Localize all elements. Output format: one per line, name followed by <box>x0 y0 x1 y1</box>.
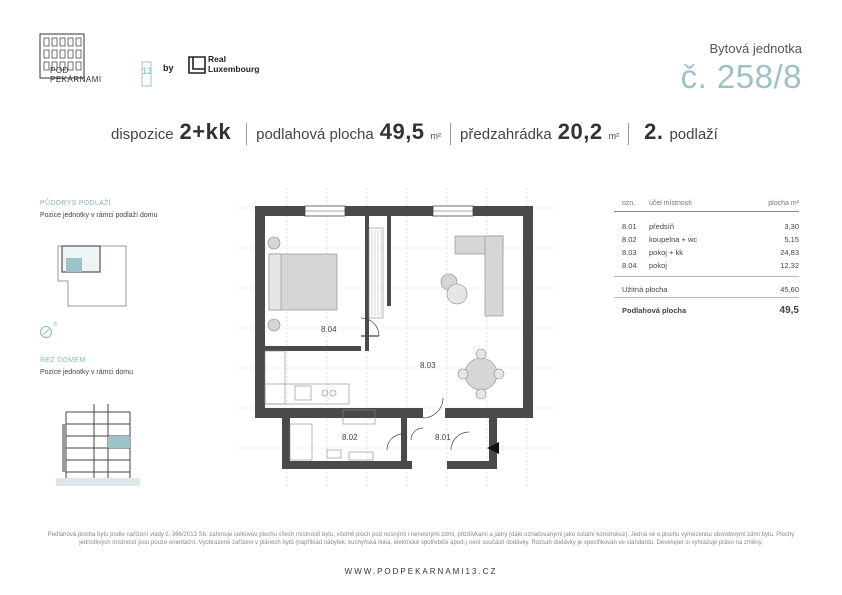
room-area: 24,83 <box>780 248 799 257</box>
facts-divider <box>628 123 629 145</box>
usable-area-row <box>614 277 799 297</box>
room-label-804: 8.04 <box>321 325 337 334</box>
rooms-table-header <box>614 200 799 212</box>
usable-area-value: 45,60 <box>780 285 799 294</box>
floor-plan-subtitle: Pozice jednotky v rámci podlaží domu <box>40 212 158 219</box>
table-row <box>614 257 799 270</box>
room-id: 8.03 <box>622 248 637 257</box>
partner-name <box>208 55 259 74</box>
header-id: ozn. <box>622 200 636 207</box>
room-id: 8.01 <box>622 222 637 231</box>
compass-letter: S <box>53 322 58 328</box>
logo-by-text: by <box>163 63 174 73</box>
real-luxembourg-mark-icon <box>187 55 207 75</box>
building-section-thumbnail <box>52 398 142 490</box>
header-name: účel místnosti <box>649 200 692 207</box>
area-unit: m² <box>430 131 442 141</box>
partner-line-2: Luxembourg <box>208 63 260 74</box>
room-area: 5,15 <box>784 235 799 244</box>
header-area: plocha m² <box>768 200 799 207</box>
total-area-value: 49,5 <box>779 304 799 316</box>
facts-divider <box>450 123 451 145</box>
unit-number: č. 258/8 <box>680 58 802 95</box>
floor-position-thumbnail <box>48 236 138 316</box>
room-label-802: 8.02 <box>342 433 358 442</box>
logo-number: 13 <box>142 66 153 76</box>
floor-plan-title: PŮDORYS PODLAŽÍ <box>40 200 111 207</box>
room-id: 8.04 <box>622 261 637 270</box>
facts-divider <box>246 123 247 145</box>
layout-label: dispozice <box>111 126 174 143</box>
section-subtitle: Pozice jednotky v rámci domu <box>40 369 133 376</box>
garden-unit: m² <box>608 131 620 141</box>
room-label-801: 8.01 <box>435 433 451 442</box>
usable-area-label: Užitná plocha <box>622 285 668 294</box>
logo-line-1: POD <box>50 66 69 75</box>
room-label-803: 8.03 <box>420 361 436 370</box>
garden-label: předzahrádka <box>460 126 552 143</box>
garden-value: 20,2 <box>557 119 603 144</box>
legal-footnote: Podlahová plocha bytu podle nařízení vlády č. 366/2013 Sb. zahrnuje celkovou plochu všech místností bytu, včetně ploch pod nosnými i nenosnými zdmi, přizdívkami a jádry (dále označovanými jako ostatní konstrukce). Jedná se o plochu vymezenou obvodovými zdmi bytu. Plochy jednotlivých místností jsou pouze orientační. Vyobrazené zařízení v plánech bytů (například nábytek, kuchyňská linka, elektrické spotřebiče apod.) není součástí dodávky. Rozsah dodávky je specifikován ve standardu. Developer si vyhrazuje právo na změny. <box>47 532 795 546</box>
unit-label: Bytová jednotka <box>709 41 802 56</box>
floor-label: podlaží <box>669 126 718 143</box>
rooms-table <box>614 200 799 318</box>
room-name: pokoj <box>649 261 667 270</box>
website-link[interactable]: WWW.PODPEKARNAMI13.CZ <box>344 567 498 576</box>
area-value: 49,5 <box>379 119 425 144</box>
room-name: koupelna + wc <box>649 235 698 244</box>
room-id: 8.02 <box>622 235 637 244</box>
room-area: 3,30 <box>784 222 799 231</box>
total-area-label: Podlahová plocha <box>622 305 687 315</box>
area-label: podlahová plocha <box>256 126 374 143</box>
section-title: ŘEZ DOMEM <box>40 357 86 364</box>
room-area: 12,32 <box>780 261 799 270</box>
key-facts-bar <box>111 119 718 149</box>
room-name: předsíň <box>649 222 675 231</box>
partner-line-1: Real <box>208 54 226 64</box>
table-row <box>614 218 799 231</box>
layout-value: 2+kk <box>179 119 232 144</box>
table-row <box>614 231 799 244</box>
floor-value: 2. <box>644 119 664 144</box>
apartment-floor-plan <box>237 188 557 488</box>
pod-pekarnami-logo <box>38 32 153 92</box>
room-name: pokoj + kk <box>649 248 683 257</box>
total-area-row <box>614 298 799 318</box>
logo-line-2: PEKÁRNAMI <box>50 75 102 84</box>
table-row <box>614 244 799 257</box>
